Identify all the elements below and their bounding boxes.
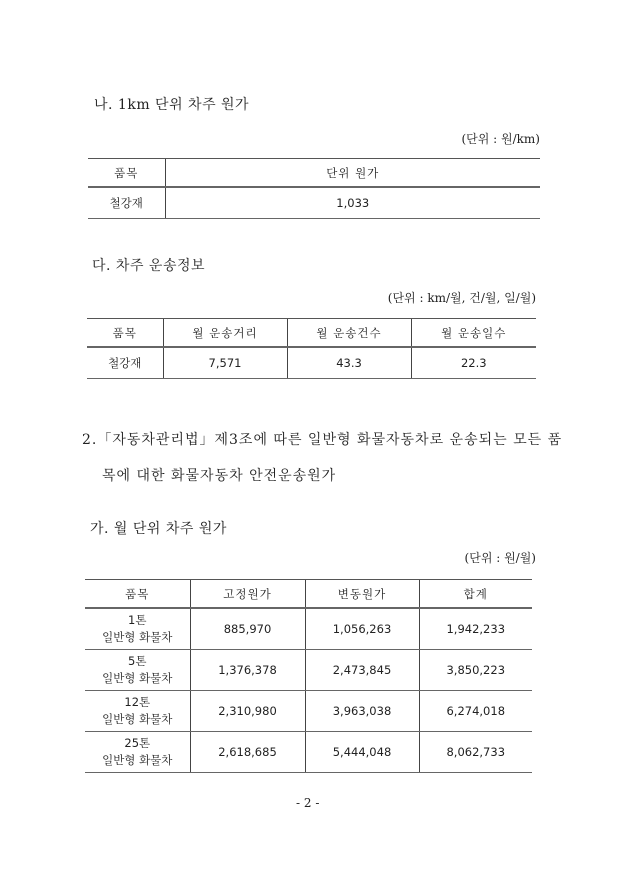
table-row <box>85 691 532 732</box>
page-number: - 2 - <box>296 796 320 810</box>
cell-fixed-cost: 1,376,378 <box>190 650 305 691</box>
header-monthly-trips: 월 운송건수 <box>287 319 411 348</box>
unit-cost-table <box>88 158 540 219</box>
cell-fixed-cost: 2,618,685 <box>190 732 305 773</box>
truck-type: 일반형 화물차 <box>102 712 173 726</box>
cell-total: 3,850,223 <box>419 650 532 691</box>
cell-item <box>85 732 190 773</box>
table-row <box>88 187 540 219</box>
table-header-row <box>88 159 540 188</box>
section-na-unit: (단위 : 원/km) <box>461 132 540 146</box>
ton-label: 1톤 <box>128 613 147 627</box>
header-item: 품목 <box>88 159 165 188</box>
cell-unit-cost: 1,033 <box>165 187 540 219</box>
header-monthly-distance: 월 운송거리 <box>163 319 287 348</box>
cell-variable-cost: 3,963,038 <box>305 691 419 732</box>
section-ga-unit: (단위 : 원/월) <box>464 551 536 565</box>
section-ga-heading: 가. 월 단위 차주 원가 <box>90 521 227 537</box>
cell-variable-cost: 2,473,845 <box>305 650 419 691</box>
cell-variable-cost: 1,056,263 <box>305 608 419 650</box>
table-header-row <box>87 319 536 348</box>
table-row <box>85 650 532 691</box>
section-2-heading-line2: 목에 대한 화물자동차 안전운송원가 <box>102 468 337 484</box>
section-da-heading: 다. 차주 운송정보 <box>92 258 206 274</box>
cell-monthly-trips: 43.3 <box>287 347 411 379</box>
table-row <box>85 732 532 773</box>
header-unit-cost: 단위 원가 <box>165 159 540 188</box>
cell-total: 1,942,233 <box>419 608 532 650</box>
cell-item <box>85 650 190 691</box>
ton-label: 12톤 <box>124 695 151 709</box>
header-monthly-days: 월 운송일수 <box>411 319 536 348</box>
header-variable-cost: 변동원가 <box>305 580 419 609</box>
monthly-cost-table <box>85 579 532 773</box>
ton-label: 5톤 <box>128 654 147 668</box>
cell-monthly-distance: 7,571 <box>163 347 287 379</box>
header-item: 품목 <box>87 319 163 348</box>
cell-item <box>85 608 190 650</box>
section-2-heading-line1: 2.「자동차관리법」제3조에 따른 일반형 화물자동차로 운송되는 모든 품 <box>82 432 563 448</box>
section-da-unit: (단위 : km/월, 건/월, 일/월) <box>387 291 536 305</box>
cell-total: 8,062,733 <box>419 732 532 773</box>
cell-fixed-cost: 885,970 <box>190 608 305 650</box>
section-na-heading: 나. 1km 단위 차주 원가 <box>94 97 250 113</box>
cell-monthly-days: 22.3 <box>411 347 536 379</box>
truck-type: 일반형 화물차 <box>102 671 173 685</box>
header-total: 합계 <box>419 580 532 609</box>
cell-total: 6,274,018 <box>419 691 532 732</box>
header-item: 품목 <box>85 580 190 609</box>
table-row <box>85 608 532 650</box>
cell-item <box>85 691 190 732</box>
transport-info-table <box>87 318 536 379</box>
cell-item: 철강재 <box>87 347 163 379</box>
cell-fixed-cost: 2,310,980 <box>190 691 305 732</box>
header-fixed-cost: 고정원가 <box>190 580 305 609</box>
table-row <box>87 347 536 379</box>
ton-label: 25톤 <box>124 736 151 750</box>
cell-item: 철강재 <box>88 187 165 219</box>
truck-type: 일반형 화물차 <box>102 630 173 644</box>
cell-variable-cost: 5,444,048 <box>305 732 419 773</box>
table-header-row <box>85 580 532 609</box>
truck-type: 일반형 화물차 <box>102 753 173 767</box>
